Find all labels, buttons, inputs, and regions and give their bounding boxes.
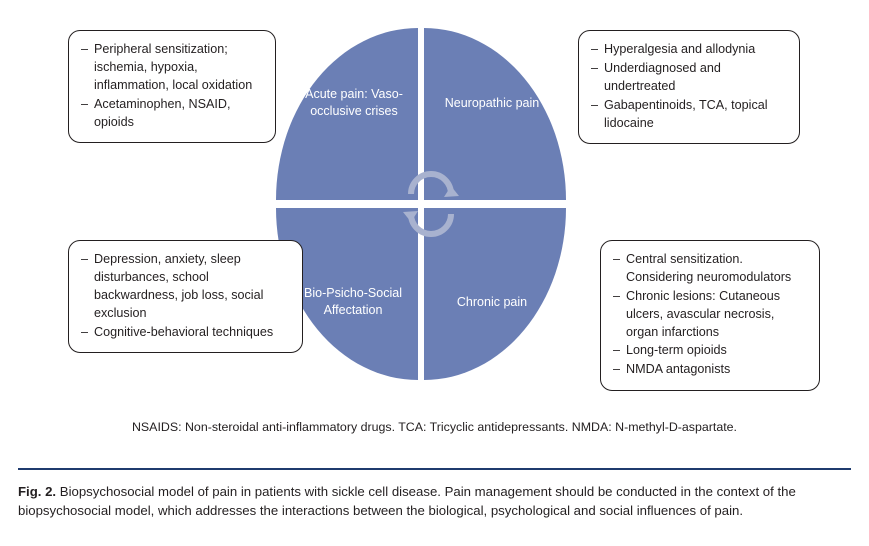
figure-caption-text: Biopsychosocial model of pain in patients with sickle cell disease. Pain management should be conducted in the context of the biopsychosocial model, which addresses the interactions between the biological, psychological and social influences of pain. [18,484,796,519]
callout-list-top-right [591,41,787,132]
list-item: – Hyperalgesia and allodynia [591,41,787,59]
quadrant-acute-pain [276,28,418,200]
quadrant-circle [276,28,566,380]
cycle-arrows-icon [401,168,461,240]
list-item: – NMDA antagonists [613,361,807,379]
quadrant-acute-pain-label: Acute pain: Vaso-occlusive crises [305,87,403,118]
list-item: – Underdiagnosed and undertreated [591,60,787,96]
abbreviations-footnote: NSAIDS: Non-steroidal anti-inflammatory drugs. TCA: Tricyclic antidepressants. NMDA: N-methyl-D-aspartate. [131,420,738,434]
list-item: – Cognitive-behavioral techniques [81,324,290,342]
list-item: – Long-term opioids [613,342,807,360]
callout-box-top-left [68,30,276,143]
list-item: – Peripheral sensitization; ischemia, hypoxia, inflammation, local oxidation [81,41,263,95]
figure-label: Fig. 2. [18,484,57,499]
list-item: – Acetaminophen, NSAID, opioids [81,96,263,132]
callout-box-top-right [578,30,800,144]
figure-caption [18,482,851,520]
callout-list-bottom-left [81,251,290,341]
callout-list-bottom-right [613,251,807,379]
list-item: – Gabapentinoids, TCA, topical lidocaine [591,97,787,133]
quadrant-neuropathic-pain-label: Neuropathic pain [444,95,540,110]
list-item: – Central sensitization. Considering neuromodulators [613,251,807,287]
caption-divider [18,468,851,470]
list-item: – Depression, anxiety, sleep disturbances, school backwardness, job loss, social exclusion [81,251,290,323]
callout-list-top-left [81,41,263,131]
callout-box-bottom-right [600,240,820,391]
list-item: – Chronic lesions: Cutaneous ulcers, avascular necrosis, organ infarctions [613,288,807,342]
callout-box-bottom-left [68,240,303,353]
quadrant-bio-psycho-social-label: Bio-Psicho-Social Affectation [304,286,402,317]
quadrant-chronic-pain-label: Chronic pain [456,294,528,309]
